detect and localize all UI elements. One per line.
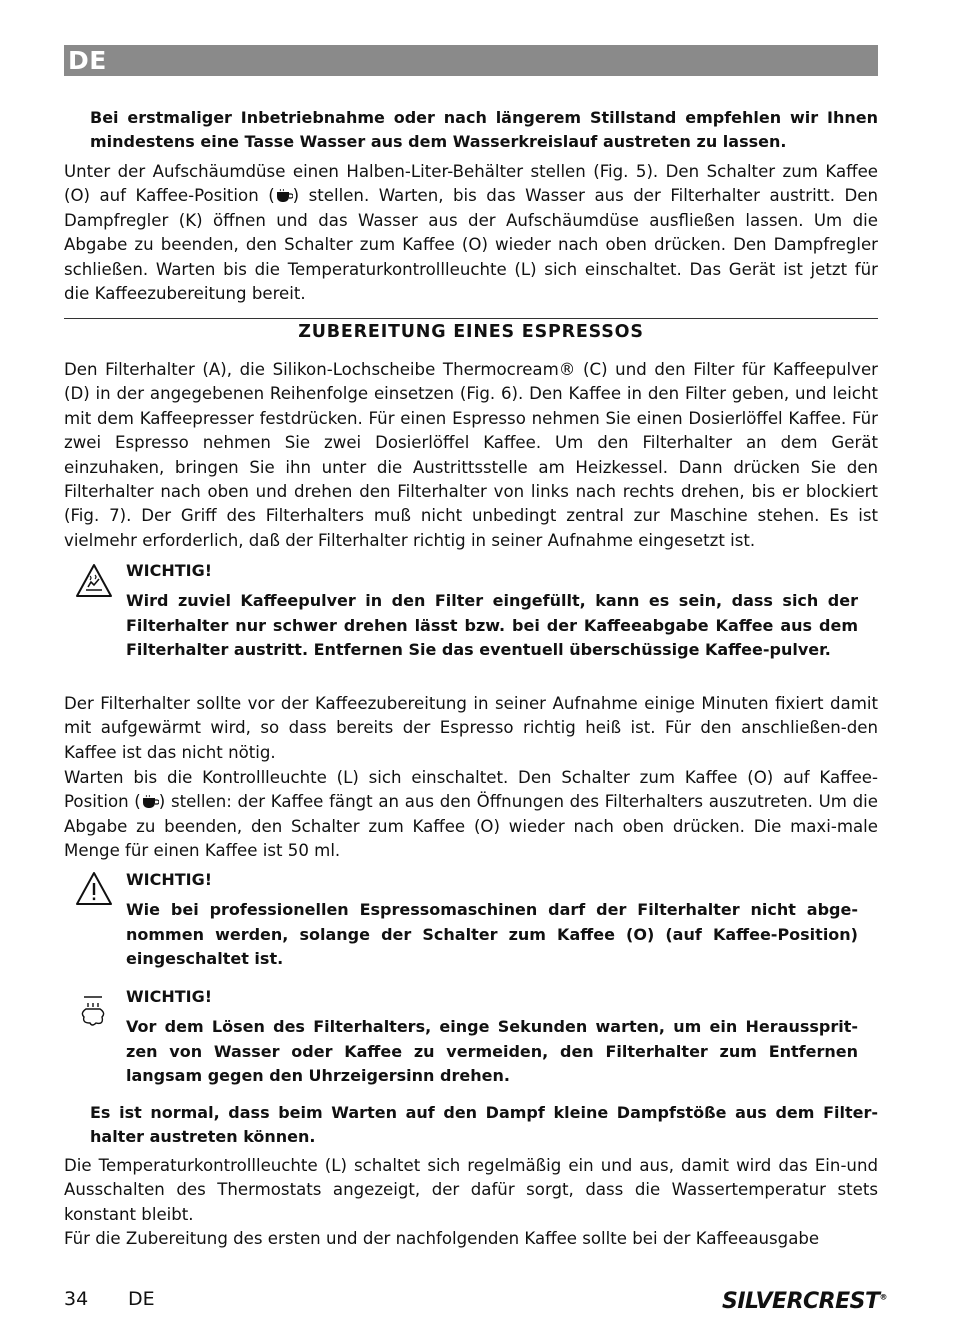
coffee-cup-icon [141, 795, 159, 809]
paragraph-brew-a: Warten bis die Kontrollleuchte (L) sich einschaltet. Den Schalter zum Kaffee (O) auf Kaffee-Position ( [64, 768, 878, 812]
footer-language: DE [128, 1288, 155, 1310]
hot-surface-warning-icon [74, 562, 114, 600]
paragraph-setup-a: Unter der Aufschäumdüse einen Halben-Liter-Behälter stellen (Fig. 5). Den Schalter zum Kaffee (O) auf Kaffee-Position ( [64, 162, 878, 206]
warning-text: Vor dem Lösen des Filterhalters, einge Sekunden warten, um ein Heraussprit-zen von Wasser oder Kaffee zu vermeiden, den Filterhalter zum Entfernen langsam gegen den Uhrzeigersinn drehen. [126, 1017, 858, 1086]
brand-logo [722, 1289, 887, 1314]
warning-overfill [126, 559, 858, 663]
paragraph-brew-b: ) stellen: der Kaffee fängt an aus den Öffnungen des Filterhalters auszutreten. Um die Abgabe zu beenden, den Schalter zum Kaffee (O) wieder nach oben drücken. Die maxi-male Menge für einen Kaffee ist 50 ml. [64, 792, 878, 861]
paragraph-brew [64, 766, 878, 864]
warning-text: Wie bei professionellen Espressomaschinen darf der Filterhalter nicht abge-nommen werden, solange der Schalter zum Kaffee (O) (auf Kaffee-Position) eingeschaltet ist. [126, 900, 858, 969]
warning-title: WICHTIG! [126, 987, 213, 1006]
coffee-cup-icon [275, 189, 293, 203]
warning-no-removal [126, 868, 858, 972]
paragraph-setup-b: ) stellen. Warten, bis das Wasser aus der Filterhalter austritt. Den Dampfregler (K) öffnen und das Wasser aus der Aufschäumdüse ausfließen lassen. Um die Abgabe zu beenden, den Schalter zum Kaffee (O) wieder nach oben drücken. Den Dampfregler schließen. Warten bis die Temperaturkontrollleuchte (L) sich einschaltet. Das Gerät ist jetzt für die Kaffeezubereitung bereit. [64, 186, 878, 304]
warning-splash [126, 985, 858, 1089]
section-title: ZUBEREITUNG EINES ESPRESSOS [298, 322, 644, 342]
paragraph-thermostat: Die Temperaturkontrollleuchte (L) schaltet sich regelmäßig ein und aus, damit wird das Ein-und Ausschalten des Thermostats angezeigt, der dafür sorgt, dass die Wassertemperatur stets konstant bleibt. [64, 1156, 878, 1224]
warning-title: WICHTIG! [126, 561, 213, 580]
paragraph-setup [64, 160, 878, 306]
brand-logo-part1: SILVER [722, 1289, 804, 1314]
steam-note: Es ist normal, dass beim Warten auf den Dampf kleine Dampfstöße aus dem Filter-halter austreten können. [90, 1103, 878, 1147]
intro-note: Bei erstmaliger Inbetriebnahme oder nach längerem Stillstand empfehlen wir Ihnen mindestens eine Tasse Wasser aus dem Wasserkreislauf austreten zu lassen. [90, 108, 878, 152]
paragraph-continued: Für die Zubereitung des ersten und der nachfolgenden Kaffee sollte bei der Kaffeeausgabe [64, 1229, 820, 1248]
language-code: DE [68, 46, 107, 75]
brand-registered-mark: ® [879, 1292, 887, 1302]
language-header-bar [64, 45, 878, 76]
warning-title: WICHTIG! [126, 870, 213, 889]
paragraph-preheat: Der Filterhalter sollte vor der Kaffeezubereitung in seiner Aufnahme einige Minuten fixiert damit mit aufgewärmt wird, so dass bereits der Espresso richtig heiß ist. Für den anschließen-den Kaffee ist das nicht nötig. [64, 694, 878, 762]
paragraph-espresso: Den Filterhalter (A), die Silikon-Lochscheibe Thermocream® (C) und den Filter für Kaffeepulver (D) in der angegebenen Reihenfolge einsetzen (Fig. 6). Den Kaffee in den Filter geben, und leicht mit dem Kaffeepresser festdrücken. Für einen Espresso nehmen Sie einen Dosierlöffel Kaffee. Für zwei Espresso nehmen Sie zwei Dosierlöffel Kaffee. Um den Filterhalter an dem Gerät einzuhaken, bringen Sie ihn unter die Austrittsstelle am Heizkessel. Dann drücken Sie den Filterhalter nach oben und drehen den Filterhalter von links nach rechts drehen, bis er blockiert (Fig. 7). Der Griff des Filterhalters muß nicht unbedingt zentral zur Maschine stehen. Es ist vielmehr erforderlich, daß der Filterhalter richtig in seiner Aufnahme eingesetzt ist. [64, 360, 878, 550]
caution-triangle-icon [74, 870, 114, 908]
brand-logo-part2: CREST [803, 1289, 880, 1314]
warning-text: Wird zuviel Kaffeepulver in den Filter eingefüllt, kann es sein, dass sich der Filterhalter nur schwer drehen lässt bzw. bei der Kaffeeabgabe Kaffee aus dem Filterhalter austritt. Entfernen Sie das eventuell überschüssige Kaffee-pulver. [126, 591, 858, 660]
hot-steam-icon [74, 994, 114, 1032]
page-number: 34 [64, 1288, 89, 1310]
